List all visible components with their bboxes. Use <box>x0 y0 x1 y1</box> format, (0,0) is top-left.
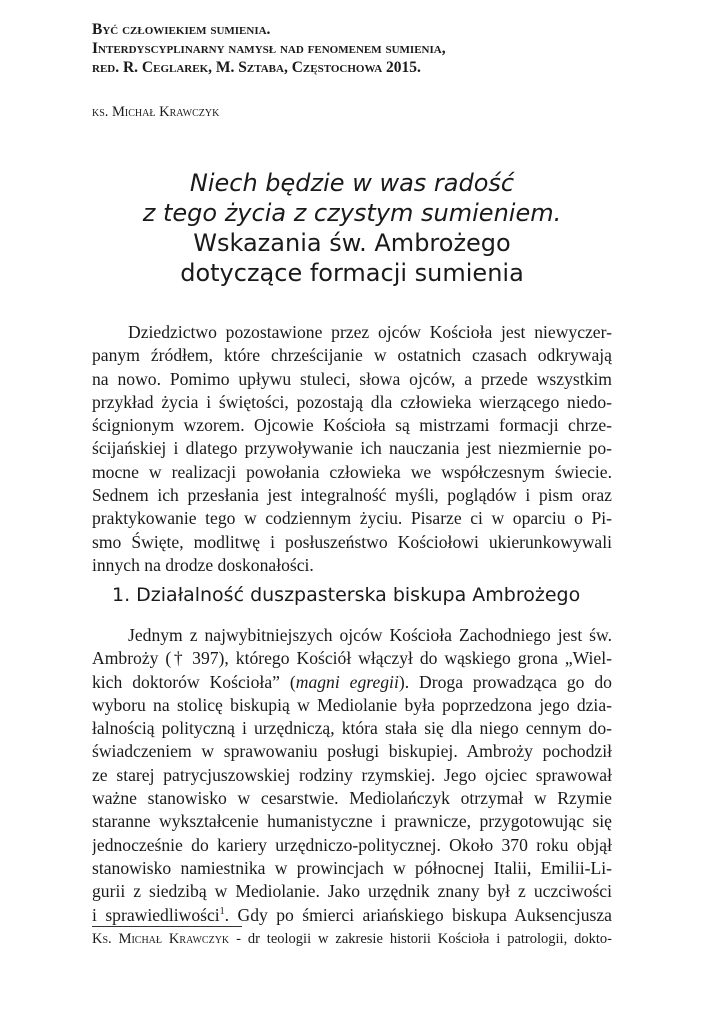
book-subtitle: Interdyscyplinarny namysł nad fenomenem sumienia, <box>92 40 446 57</box>
text-span: ). Droga prowadząca go do <box>398 671 612 692</box>
text-line: łalnością polityczną i urzędniczą, która stała się dla niego cennym do- <box>92 718 612 739</box>
text-line: praktykowanie tego w codziennym życiu. Pisarze ci w oparciu o Pi- <box>92 508 612 529</box>
text-line: gurii z siedzibą w Mediolanie. Jako urzędnik znany był z uczciwości <box>92 881 612 902</box>
text-line: Ambroży († 397), którego Kościół włączył do wąskiego grona „Wiel- <box>92 648 612 669</box>
section-heading: 1. Działalność duszpasterska biskupa Ambrożego <box>112 584 581 606</box>
text-span: . Gdy po śmierci ariańskiego biskupa Auksencjusza <box>224 904 612 925</box>
text-line: na nowo. Pomimo upływu stuleci, słowa ojców, a przede wszystkim <box>92 368 612 389</box>
text-line: innych na drodze doskonałości. <box>92 554 314 575</box>
text-line <box>92 671 612 694</box>
book-title: Być człowiekiem sumienia. <box>92 21 271 38</box>
text-line: mocne w realizacji powołania człowieka we współczesnym świecie. <box>92 461 612 482</box>
text-line: ścignionym wzorem. Ojcowie Kościoła są mistrzami formacji chrze- <box>92 415 612 436</box>
text-span: kich doktorów Kościoła” ( <box>92 671 296 692</box>
text-line: ścijańskiej i dlatego przywoływanie ich nauczania jest niezmiernie po- <box>92 438 612 459</box>
text-line: ze starej patrycjuszowskiej rodziny rzymskiej. Jego ojciec sprawował <box>92 764 612 785</box>
running-header <box>92 20 652 77</box>
footnote <box>92 931 612 948</box>
text-line: smo Święte, modlitwę i posłuszeństwo Kościołowi ukierunkowywali <box>92 531 612 552</box>
text-line: jednocześnie do kariery urzędniczo-politycznej. Około 370 roku objął <box>92 834 612 855</box>
book-editors: red. R. Ceglarek, M. Sztaba, Częstochowa 2015. <box>92 59 421 76</box>
text-line: ważne stanowisko w cesarstwie. Mediolańczyk otrzymał w Rzymie <box>92 788 612 809</box>
text-line: staranne wykształcenie humanistyczne i prawnicze, przygotowując się <box>92 811 612 832</box>
title-line: Niech będzie w was radość <box>189 169 515 197</box>
text-line: stanowisko namiestnika w prowincjach w północnej Italii, Emilii-Li- <box>92 857 612 878</box>
title-line: z tego życia z czystym sumieniem. <box>142 199 562 227</box>
title-line: dotyczące formacji sumienia <box>180 259 524 287</box>
footnote-divider <box>92 926 242 927</box>
text-span: i sprawiedliwości <box>92 904 220 925</box>
intro-paragraph <box>92 321 612 577</box>
text-line: świadczeniem w sprawowaniu posługi biskupiej. Ambroży pochodził <box>92 741 612 762</box>
text-line: panym źródłem, które chrześcijanie w ostatnich czasach odkrywają <box>92 345 612 366</box>
text-line: przykład życia i świętości, pozostają dla człowieka wierzącego niedo- <box>92 391 612 412</box>
footnote-text: - dr teologii w zakresie historii Kościoła i patrologii, dokto- <box>229 931 612 947</box>
text-line: Sednem ich przesłania jest integralność myśli, poglądów i pism oraz <box>92 485 612 506</box>
title-line: Wskazania św. Ambrożego <box>193 229 511 257</box>
article-title <box>92 168 612 288</box>
body-paragraph <box>92 624 612 927</box>
text-line: wyboru na stolicę biskupią w Mediolanie była poprzedzona jego dzia- <box>92 694 612 715</box>
text-line <box>92 904 612 927</box>
article-author: ks. Michał Krawczyk <box>92 104 220 120</box>
text-line: Dziedzictwo pozostawione przez ojców Kościoła jest niewyczer- <box>128 322 612 342</box>
latin-term: magni egregii <box>295 671 399 692</box>
text-line: Jednym z najwybitniejszych ojców Kościoła Zachodniego jest św. <box>128 625 612 645</box>
footnote-author: Ks. Michał Krawczyk <box>92 931 230 947</box>
footnote-marker[interactable]: 1 <box>219 905 225 917</box>
